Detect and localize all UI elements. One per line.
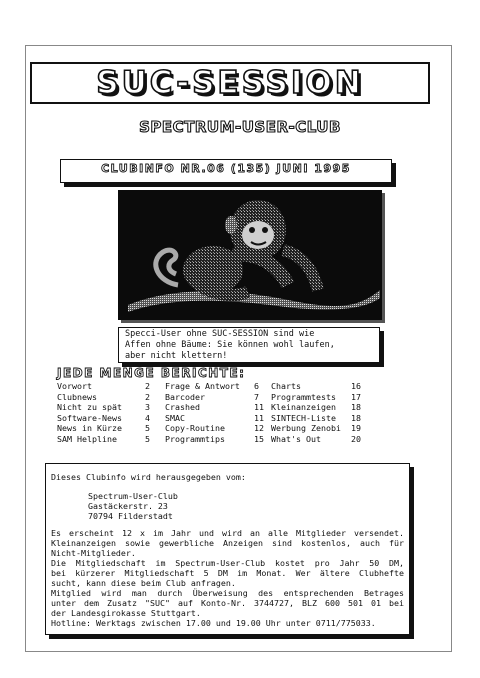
toc-entry-title: News in Kürze <box>57 423 122 434</box>
notice-body-line-4: Die Mitgliedschaft im Spectrum-User-Club kostet pro Jahr 50 DM, <box>51 558 404 568</box>
notice-body-line-3: Nicht-Mitglieder. <box>51 548 136 558</box>
toc-row <box>57 402 367 413</box>
toc-entry-title: Programmtips <box>165 433 225 444</box>
toc-entry-title: SMAC <box>165 412 185 423</box>
toc-row <box>57 434 367 445</box>
toc-entry-title: SINTECH-Liste <box>271 412 336 423</box>
address-line-2: Gastäckerstr. 23 <box>88 501 168 511</box>
caption-line-1: Specci-User ohne SUC-SESSION sind wie <box>125 329 315 339</box>
toc-entry-title: Crashed <box>165 402 200 413</box>
toc-entry-title: Copy-Routine <box>165 423 225 434</box>
publisher-notice-box <box>45 463 410 635</box>
toc-entry-page: 5 <box>145 423 150 434</box>
table-of-contents <box>57 381 367 445</box>
notice-hotline: Hotline: Werktags zwischen 17.00 und 19.00 Uhr unter 0711/775033. <box>51 618 376 628</box>
notice-intro: Dieses Clubinfo wird herausgegeben vom: <box>51 472 246 482</box>
toc-row <box>57 392 367 403</box>
toc-row <box>57 381 367 392</box>
notice-body-line-8: unter dem Zusatz "SUC" auf Konto-Nr. 3744727, BLZ 600 501 01 bei <box>51 598 404 608</box>
toc-entry-page: 18 <box>351 412 361 423</box>
notice-body-line-2: Kleinanzeigen sowie gewerbliche Anzeigen sind kostenlos, auch für <box>51 538 404 548</box>
address-line-3: 70794 Filderstadt <box>88 511 173 521</box>
toc-entry-page: 16 <box>351 381 361 391</box>
caption-line-3: aber nicht klettern! <box>125 351 228 361</box>
toc-row <box>57 413 367 424</box>
toc-entry-title: SAM Helpline <box>57 433 117 444</box>
issue-info-bar <box>60 159 392 183</box>
toc-entry-title: Software-News <box>57 412 122 423</box>
toc-entry-page: 3 <box>145 402 150 413</box>
toc-entry-page: 11 <box>254 402 264 413</box>
toc-entry-title: Nicht zu spät <box>57 402 122 413</box>
toc-entry-title: Charts <box>271 381 301 391</box>
toc-entry-title: Programmtests <box>271 391 336 402</box>
masthead <box>30 62 430 104</box>
toc-entry-page: 2 <box>145 391 150 402</box>
notice-body-line-6: sucht, kann diese beim Club anfragen. <box>51 578 236 588</box>
notice-body-line-7: Mitglied wird man durch Überweisung des entsprechenden Betrages <box>51 588 404 598</box>
toc-entry-page: 20 <box>351 433 361 444</box>
address-line-1: Spectrum-User-Club <box>88 491 178 501</box>
toc-entry-page: 2 <box>145 381 150 391</box>
toc-entry-page: 4 <box>145 412 150 423</box>
toc-entry-page: 12 <box>254 423 264 434</box>
toc-heading: JEDE MENGE BERICHTE: <box>57 366 246 380</box>
toc-entry-page: 6 <box>254 381 259 391</box>
masthead-title: SUC-SESSION <box>96 65 364 101</box>
club-name-subtitle: SPECTRUM-USER-CLUB <box>139 118 341 136</box>
toc-entry-page: 19 <box>351 423 361 434</box>
notice-body-line-1: Es erscheint 12 x im Jahr und wird an alle Mitglieder versendet. <box>51 528 404 538</box>
toc-entry-title: Kleinanzeigen <box>271 402 336 413</box>
toc-entry-title: Frage & Antwort <box>165 381 240 391</box>
toc-row <box>57 423 367 434</box>
issue-info-text: CLUBINFO NR.06 (135) JUNI 1995 <box>101 162 351 175</box>
toc-entry-page: 18 <box>351 402 361 413</box>
toc-entry-title: Barcoder <box>165 391 205 402</box>
monkey-illustration <box>118 190 382 320</box>
caption-line-2: Affen ohne Bäume: Sie können wohl laufen, <box>125 340 335 350</box>
toc-entry-title: What's Out <box>271 433 321 444</box>
caption-box <box>118 327 380 363</box>
toc-entry-page: 7 <box>254 391 259 402</box>
notice-body-line-9: der Landesgirokasse Stuttgart. <box>51 608 201 618</box>
toc-entry-page: 17 <box>351 391 361 402</box>
toc-entry-page: 15 <box>254 433 264 444</box>
toc-entry-page: 5 <box>145 433 150 444</box>
toc-entry-page: 11 <box>254 412 264 423</box>
notice-body-line-5: bei kürzerer Mitgliedschaft 5 DM im Monat. Wer ältere Clubhefte <box>51 568 404 578</box>
monkey-on-branch-image <box>118 190 382 320</box>
toc-entry-title: Vorwort <box>57 381 92 391</box>
toc-entry-title: Werbung Zenobi <box>271 423 341 434</box>
toc-entry-title: Clubnews <box>57 391 97 402</box>
